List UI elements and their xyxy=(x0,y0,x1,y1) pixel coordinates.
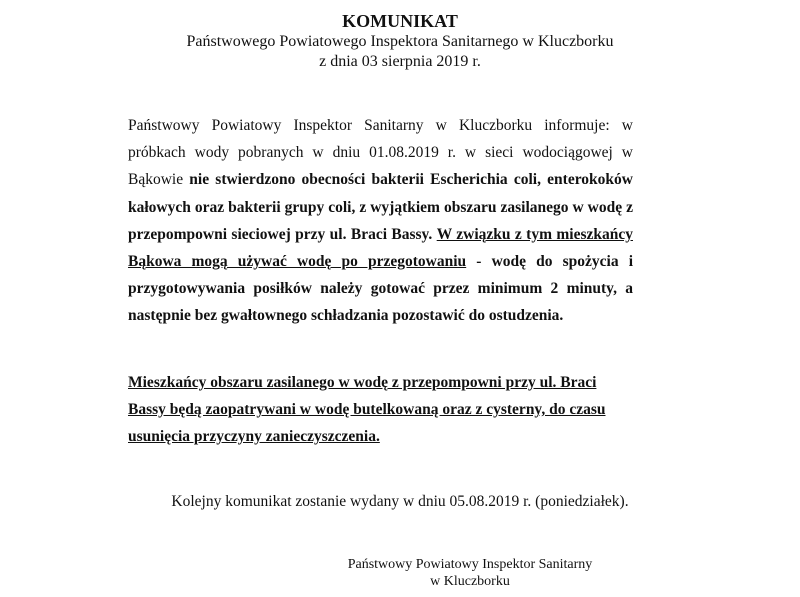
water-supply-notice: Mieszkańcy obszaru zasilanego w wodę z przepompowni przy ul. Braci Bassy będą zaopatrywani w wodę butelkowaną oraz z cysterny, do czasu usunięcia przyczyny zanieczyszczenia. xyxy=(128,374,606,446)
boiling-instruction: - wodę do spożycia i przygotowywania posiłków należy gotować przez minimum 2 minuty, a następnie bez gwałtownego schładzania pozostawić do ostudzenia. xyxy=(128,253,634,325)
paragraph-intro: Państwowy Powiatowy Inspektor Sanitarny w Kluczborku informuje: w próbkach wody pobranych w dniu 01.08.2019 r. w sieci wodociągowej w Bąkowie xyxy=(128,117,633,189)
issuer-line: Państwowego Powiatowego Inspektora Sanitarnego w Kluczborku xyxy=(186,33,614,50)
next-announcement-note: Kolejny komunikat zostanie wydany w dniu 05.08.2019 r. (poniedziałek). xyxy=(171,493,629,510)
signature-title: Państwowy Powiatowy Inspektor Sanitarny xyxy=(347,557,593,572)
announcement-paragraph xyxy=(128,112,633,330)
date-line: z dnia 03 sierpnia 2019 r. xyxy=(319,53,481,70)
test-result-text: nie stwierdzono obecności bakterii Escherichia coli, enterokoków kałowych oraz bakterii grupy coli, z wyjątkiem obszaru zasilanego w wodę z przepompowni sieciowej przy ul. Braci Bassy. xyxy=(128,171,633,243)
document-title: KOMUNIKAT xyxy=(342,11,458,31)
document-header xyxy=(0,10,800,72)
signature-block xyxy=(320,556,620,590)
boil-water-notice: W związku z tym mieszkańcy Bąkowa mogą używać wodę po przegotowaniu xyxy=(128,225,633,271)
signature-location: w Kluczborku xyxy=(430,574,510,589)
